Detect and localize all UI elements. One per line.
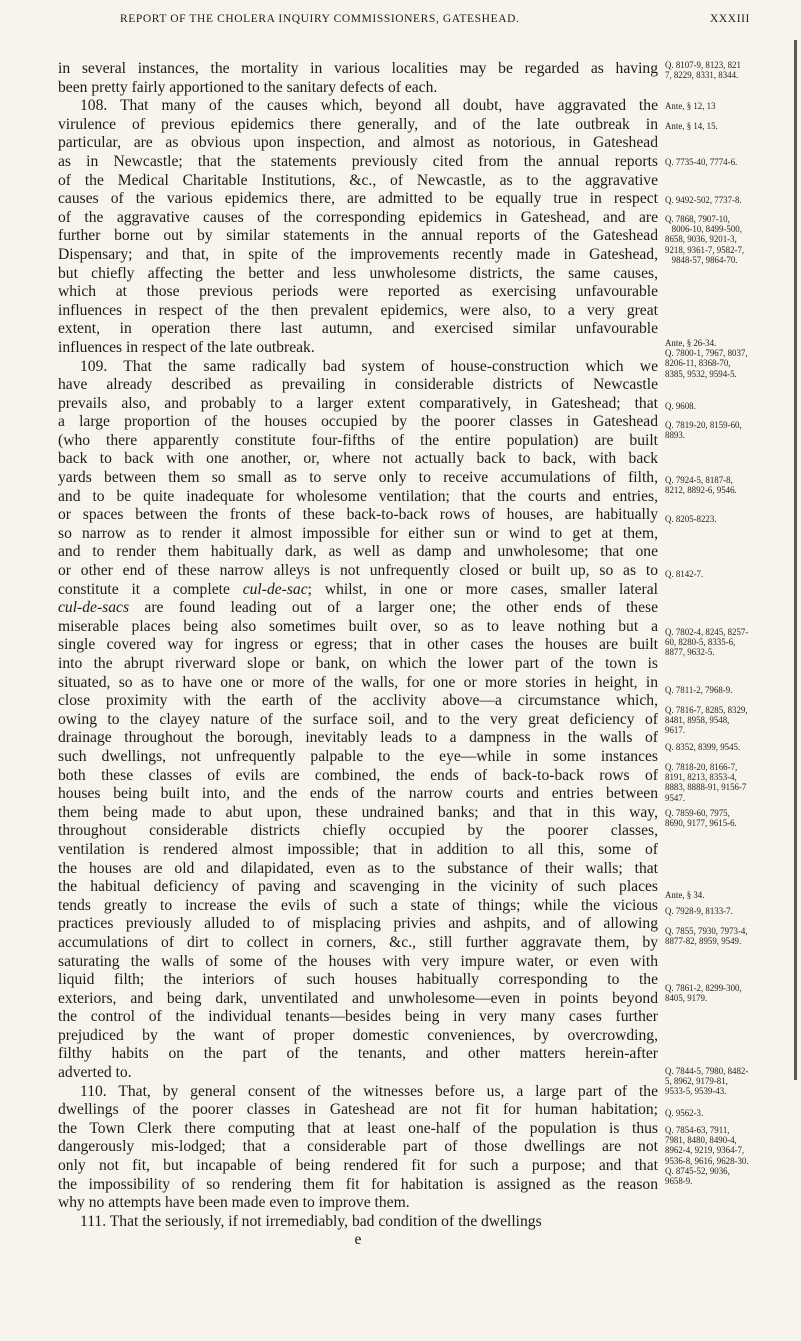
text-line: into the abrupt riverward slope or bank, on which the lower part of the town is <box>58 655 658 672</box>
margin-ref: Q. 7861-2, 8299-300, 8405, 9179. <box>665 983 742 1004</box>
text-line: close proximity with the earth of the acclivity above—a circumstance which, <box>58 692 658 710</box>
text-line: been pretty fairly apportioned to the sanitary defects of each. <box>58 78 438 96</box>
text-line: or other end of these narrow alleys is not unfrequently closed or built up, so as to <box>58 562 658 580</box>
margin-ref: Q. 7819-20, 8159-60, 8893. <box>665 420 742 441</box>
text-line: or spaces between the fronts of these back-to-back rows of houses, are habitually <box>58 506 658 524</box>
running-header <box>120 13 750 25</box>
paragraph-108-start: 108. That many of the causes which, beyond all doubt, have aggravated the <box>80 97 658 115</box>
text-line: practices previously alluded to of misplacing privies and ashpits, and of allowing <box>58 915 658 933</box>
margin-ref: Ante, § 34. <box>665 890 705 900</box>
text-line: ventilation is rendered almost impossible; that in addition to all this, some of <box>58 840 658 858</box>
text-line: influences in respect of the late outbreak. <box>58 338 315 356</box>
text-line: which at those previous periods were reported as exercising unfavourable <box>58 283 658 301</box>
text-line: but chiefly affecting the better and less unwholesome districts, the same causes, <box>58 264 658 282</box>
page-number: XXXIII <box>709 13 750 25</box>
text-line: and to be quite inadequate for wholesome ventilation; that the courts and entries, <box>58 487 658 505</box>
text-line: houses being built into, and the ends of the narrow courts and entries between <box>58 785 658 803</box>
text-line: adverted to. <box>58 1064 132 1082</box>
text-line: have already described as prevailing in considerable districts of Newcastle <box>58 376 658 394</box>
margin-ref: Q. 7924-5, 8187-8, 8212, 8892-6, 9546. <box>665 475 737 496</box>
text-line: virulence of previous epidemics there generally, and of the late outbreak in <box>58 115 658 133</box>
text-line: single covered way for ingress or egress; that in other cases the houses are built <box>58 636 658 654</box>
text-line: in several instances, the mortality in various localities may be regarded as having <box>58 60 658 77</box>
text-line: drainage throughout the borough, inevitably leads to a dampness in the walls of <box>58 729 658 747</box>
text-line: extent, in operation there last autumn, and exercised similar unfavourable <box>58 320 658 338</box>
margin-ref: Q. 8352, 8399, 9545. <box>665 742 741 752</box>
margin-ref: Ante, § 12, 13 <box>665 101 716 111</box>
text-line: a large proportion of the houses occupied by the poorer classes in Gateshead <box>58 413 658 431</box>
text-line: dwellings of the poorer classes in Gateshead are not fit for human habitation; <box>58 1101 658 1119</box>
text-line: the habitual deficiency of paving and scavenging in the vicinity of such places <box>58 878 658 896</box>
paragraph-111-start: 111. That the seriously, if not irremediably, bad condition of the dwellings <box>80 1212 542 1230</box>
margin-ref: Q. 7855, 7930, 7973-4, 8877-82, 8959, 9549. <box>665 926 748 947</box>
text-line: of the Medical Charitable Institutions, &c., of Newcastle, as to the aggravative <box>58 171 658 189</box>
margin-ref: Q. 7844-5, 7980, 8482- 5, 8962, 9179-81, 9533-5, 9539-43. <box>665 1066 749 1097</box>
text-line: such dwellings, not unfrequently palpable to the eye—while in some instances <box>58 747 658 765</box>
text-line: saturating the walls of some of the houses with very impure water, or even with <box>58 952 658 970</box>
text-line: influences in respect of the then prevalent epidemics, were also, to a very great <box>58 301 658 319</box>
margin-ref: Q. 7854-63, 7911, 7981, 8480, 8490-4, 8962-4, 9219, 9364-7, 9536-8, 9616, 9628-30. Q. 8745-52, 9036, 9658-9. <box>665 1125 749 1187</box>
text-line: tends greatly to increase the evils of such a state of things; while the vicious <box>58 896 658 914</box>
text-line: prejudiced by the want of proper domestic conveniences, by overcrowding, <box>58 1026 658 1044</box>
text-line: them being made to abut upon, these undrained banks; and that in this way, <box>58 803 658 821</box>
body-text <box>58 60 658 1250</box>
text-line: the houses are old and dilapidated, even as to the substance of their walls; that <box>58 859 658 877</box>
signature-mark: e <box>354 1231 362 1249</box>
text-line: throughout considerable districts chiefly occupied by the poorer classes, <box>58 822 658 840</box>
margin-ref: Q. 7868, 7907-10, 8006-10, 8499-500, 8658, 9036, 9201-3, 9218, 9361-7, 9582-7, 9848-57, 9864-70. <box>665 214 745 265</box>
text-line: the impossibility of so rendering them fit for habitation is assigned as the reason <box>58 1175 658 1193</box>
text-line: constitute it a complete cul-de-sac; whilst, in one or more cases, smaller lateral <box>58 580 658 598</box>
margin-ref: Q. 7818-20, 8166-7, 8191, 8213, 8353-4, 8883, 8888-91, 9156-7 9547. <box>665 762 747 803</box>
text-line: cul-de-sacs are found leading out of a larger one; the other ends of these <box>58 599 658 617</box>
margin-ref: Ante, § 26-34. Q. 7800-1, 7967, 8037, 8206-11, 8368-70, 8385, 9532, 9594-5. <box>665 338 748 379</box>
text-line: the control of the individual tenants—besides being in very many cases further <box>58 1008 658 1026</box>
page-edge-rule <box>794 40 797 1080</box>
margin-ref: Ante, § 14, 15. <box>665 121 718 131</box>
text-line: yards between them so small as to serve only to receive accumulations of filth, <box>58 469 658 487</box>
text-line: prevails also, and probably to a larger extent comparatively, in Gateshead; that <box>58 394 658 412</box>
text-line: owing to the clayey nature of the surface soil, and to the very great deficiency of <box>58 710 658 728</box>
text-line: as in Newcastle; that the statements previously cited from the annual reports <box>58 152 658 170</box>
margin-ref: Q. 7928-9, 8133-7. <box>665 906 733 916</box>
margin-ref: Q. 8205-8223. <box>665 514 717 524</box>
paragraph-109-start: 109. That the same radically bad system of house-construction which we <box>80 357 658 375</box>
margin-ref: Q. 7802-4, 8245, 8257- 60, 8280-5, 8335-6, 8877, 9632-5. <box>665 627 749 658</box>
text-line: situated, so as to have one or more of the walls, for one or more stories in height, in <box>58 673 658 691</box>
text-line: Dispensary; and that, in spite of the improvements recently made in Gateshead, <box>58 245 658 263</box>
text-line: miserable places being also sometimes built over, so as to leave nothing but a <box>58 617 658 635</box>
text-line: exteriors, and being dark, unventilated and unwholesome—even in points beyond <box>58 989 658 1007</box>
text-line: so narrow as to render it almost impossible for either sun or wind to get at them, <box>58 524 658 542</box>
margin-ref: Q. 8142-7. <box>665 569 704 579</box>
text-line: the Town Clerk there computing that at least one-half of the population is thus <box>58 1119 658 1137</box>
margin-ref: Q. 9608. <box>665 401 696 411</box>
text-line: filthy habits on the part of the tenants, and other matters herein-after <box>58 1045 658 1063</box>
text-line: only not fit, but incapable of being rendered fit for such a purpose; and that <box>58 1157 658 1175</box>
margin-ref: Q. 7811-2, 7968-9. <box>665 685 733 695</box>
text-line: why no attempts have been made even to improve them. <box>58 1194 410 1212</box>
text-line: of the aggravative causes of the corresponding epidemics in Gateshead, and are <box>58 208 658 226</box>
text-line: and to render them habitually dark, as well as damp and unwholesome; that one <box>58 543 658 561</box>
margin-ref: Q. 7816-7, 8285, 8329, 8481, 8958, 9548, 9617. <box>665 705 748 736</box>
paragraph-110-start: 110. That, by general consent of the witnesses before us, a large part of the <box>80 1082 658 1100</box>
text-line: dangerously mis-lodged; that a considerable part of those dwellings are not <box>58 1138 658 1156</box>
text-line: liquid filth; the interiors of such houses habitually corresponding to the <box>58 971 658 989</box>
text-line: further borne out by similar statements in the annual reports of the Gateshead <box>58 227 658 245</box>
text-line: both these classes of evils are combined, the ends of back-to-back rows of <box>58 766 658 784</box>
margin-ref: Q. 8107-9, 8123, 821 7, 8229, 8331, 8344. <box>665 60 741 81</box>
text-line: accumulations of dirt to collect in corners, &c., still further aggravate them, by <box>58 933 658 951</box>
text-line: particular, are as obvious upon inspection, and almost as notorious, in Gateshead <box>58 134 658 152</box>
margin-ref: Q. 9492-502, 7737-8. <box>665 195 742 205</box>
margin-ref: Q. 7859-60, 7975, 8690, 9177, 9615-6. <box>665 808 737 829</box>
running-header-title: REPORT OF THE CHOLERA INQUIRY COMMISSIONERS, GATESHEAD. <box>120 13 520 25</box>
text-line: causes of the various epidemics there, are admitted to be equally true in respect <box>58 190 658 208</box>
text-line: back to back with one another, or, where not actually back to back, with back <box>58 450 658 468</box>
margin-ref: Q. 7735-40, 7774-6. <box>665 157 738 167</box>
text-line: (who there apparently constitute four-fifths of the entire population) are built <box>58 431 658 449</box>
margin-ref: Q. 9562-3. <box>665 1108 704 1118</box>
